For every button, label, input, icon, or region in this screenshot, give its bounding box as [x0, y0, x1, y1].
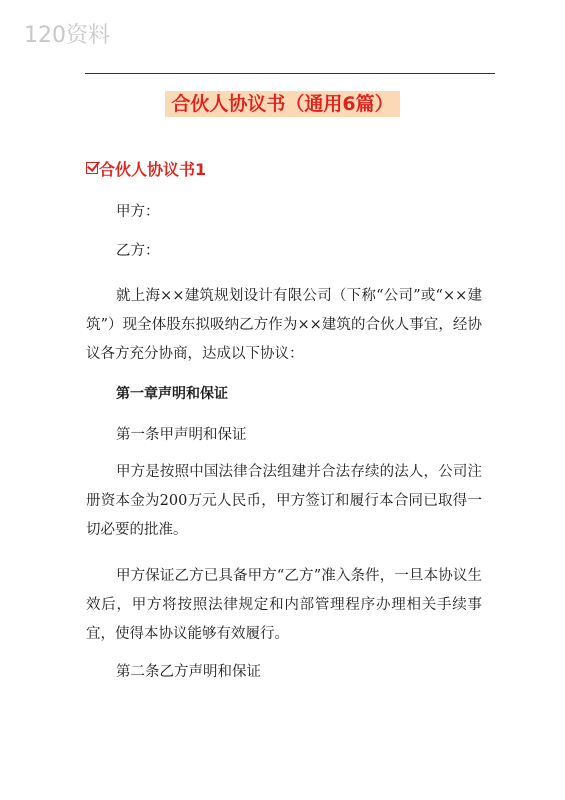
article-heading-2: 第二条乙方声明和保证 — [116, 664, 261, 680]
watermark: 120资料 — [24, 23, 110, 48]
intro-paragraph: 就上海××建筑规划设计有限公司（下称“公司”或“××建筑”）现全体股东拟吸纳乙方作为××建筑的合伙人事宜，经协议各方充分协商，达成以下协议： — [86, 288, 482, 362]
party-a-line: 甲方： — [116, 204, 160, 220]
party-b-line: 乙方： — [116, 243, 160, 259]
paragraph-1: 甲方是按照中国法律合法组建并合法存续的法人，公司注册资本金为200万元人民币，甲方签订和履行本合同已取得一切必要的批准。 — [86, 464, 482, 538]
section-heading — [86, 158, 206, 182]
article-heading-1: 第一条甲声明和保证 — [116, 427, 247, 443]
header-rule — [85, 73, 495, 74]
section-heading-text: 合伙人协议书1 — [99, 160, 207, 179]
paragraph-2: 甲方保证乙方已具备甲方“乙方”准入条件，一旦本协议生效后，甲方将按照法律规定和内部管理程序办理相关手续事宜，使得本协议能够有效履行。 — [86, 568, 482, 642]
checkbox-checked-icon — [86, 162, 98, 174]
document-title: 合伙人协议书（通用6篇） — [165, 91, 399, 117]
title-container — [0, 91, 565, 117]
chapter-heading: 第一章声明和保证 — [116, 386, 228, 402]
